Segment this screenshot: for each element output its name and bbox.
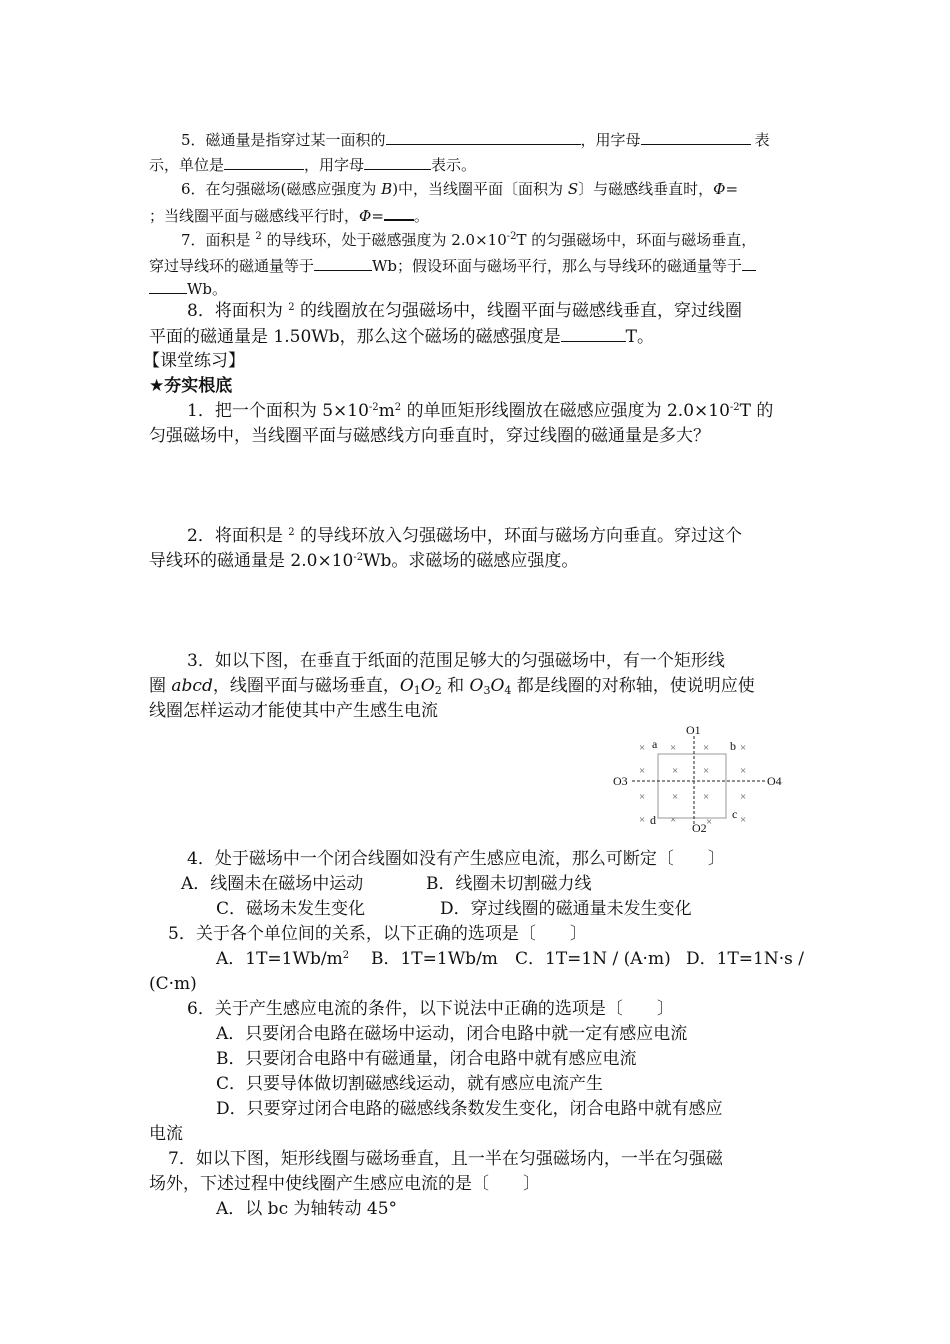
cross: × [639, 765, 646, 777]
p5-option-c[interactable]: C．1T=1N / (A·m) [515, 949, 671, 969]
label-a: a [652, 737, 658, 751]
p7-line2: 场外，下述过程中使线圈产生感应电流的是〔 〕 [149, 1174, 540, 1194]
cross: × [639, 791, 646, 803]
p5-option-d-cont: (C·m) [149, 974, 197, 994]
p3-line3: 线圈怎样运动才能使其中产生感生电流 [149, 701, 438, 721]
p3-line1: 3．如以下图，在垂直于纸面的范围足够大的匀强磁场中，有一个矩形线 [187, 651, 725, 671]
blank[interactable] [149, 276, 187, 294]
p7-line1: 7．如以下图，矩形线圈与磁场垂直，且一半在匀强磁场内，一半在匀强磁 [168, 1149, 723, 1169]
blank[interactable] [742, 253, 756, 271]
q7-line3: Wb。 [149, 276, 227, 301]
q8-line2: 平面的磁通量是 1.50Wb，那么这个磁场的磁感强度是 T。 [149, 324, 654, 349]
coil-rectangle [658, 754, 726, 818]
cross: × [706, 816, 713, 828]
p2-line1: 2．将面积是 $^2$ 的导线环放入匀强磁场中，环面与磁场方向垂直。穿过这个 [187, 526, 743, 546]
cross: × [740, 742, 747, 754]
blank[interactable] [386, 127, 581, 145]
cross: × [670, 814, 677, 826]
p5-option-a[interactable]: A．$1T=1Wb/m^2$ [216, 949, 350, 969]
blank[interactable] [384, 202, 414, 221]
p2-line2: 导线环的磁通量是 $2.0\times 10^{-2}Wb$。求磁场的磁感应强度。 [149, 551, 579, 571]
section-title: 【课堂练习】 [143, 351, 245, 371]
p6-option-d-cont: 电流 [149, 1124, 183, 1144]
p6-option-d[interactable]: D．只要穿过闭合电路的磁感线条数发生变化，闭合电路中就有感应 [216, 1099, 723, 1119]
q7-line2: 穿过导线环的磁通量等于 Wb；假设环面与磁场平行，那么与导线环的磁通量等于 [149, 253, 756, 278]
p4-option-c[interactable]: C．磁场未发生变化 [216, 899, 366, 919]
label-d: d [650, 813, 656, 827]
subsection-title: ★夯实根底 [149, 376, 233, 396]
p7-option-a[interactable]: A．以 bc 为轴转动 45° [216, 1199, 398, 1219]
blank[interactable] [561, 324, 626, 342]
blank[interactable] [224, 152, 304, 170]
cross: × [639, 742, 646, 754]
coil-diagram [608, 722, 808, 842]
p6-option-b[interactable]: B．只要闭合电路中有磁通量，闭合电路中就有感应电流 [216, 1049, 637, 1069]
q8-line1: 8．将面积为 $^2$ 的线圈放在匀强磁场中，线圈平面与磁感线垂直，穿过线圈 [187, 301, 743, 321]
cross: × [740, 814, 747, 826]
label-o4: O4 [767, 774, 782, 788]
label-o3: O3 [613, 774, 628, 788]
blank[interactable] [641, 127, 751, 145]
label-o2: O2 [692, 821, 707, 835]
p6-question: 6．关于产生感应电流的条件，以下说法中正确的选项是〔 〕 [187, 999, 674, 1019]
cross: × [740, 791, 747, 803]
p1-line2: 匀强磁场中，当线圈平面与磁感线方向垂直时，穿过线圈的磁通量是多大？ [149, 426, 710, 446]
cross: × [703, 791, 710, 803]
p4-question: 4．处于磁场中一个闭合线圈如没有产生感应电流，那么可断定〔 〕 [187, 849, 725, 869]
label-o1: O1 [686, 723, 701, 737]
p6-option-a[interactable]: A．只要闭合电路在磁场中运动，闭合电路中就一定有感应电流 [216, 1024, 688, 1044]
p4-option-b[interactable]: B．线圈未切割磁力线 [426, 874, 592, 894]
cross: × [670, 742, 677, 754]
p6-option-c[interactable]: C．只要导体做切割磁感线运动，就有感应电流产生 [216, 1074, 604, 1094]
p3-line2: 圈 abcd，线圈平面与磁场垂直，$O_1O_2$ 和 $O_3O_4$ 都是线圈的对称轴，使说明应使 [149, 676, 755, 697]
q5-line2: 示，单位是 ，用字母 表示。 [149, 152, 476, 177]
cross: × [703, 742, 710, 754]
p4-option-a[interactable]: A．线圈未在磁场中运动 [181, 874, 364, 894]
cross: × [672, 765, 679, 777]
cross: × [740, 765, 747, 777]
cross: × [703, 765, 710, 777]
cross: × [672, 791, 679, 803]
q6-line1: 6．在匀强磁场(磁感应强度为 B)中，当线圈平面〔面积为 S〕与磁感线垂直时，Φ= [181, 180, 739, 198]
p4-option-d[interactable]: D．穿过线圈的磁通量未发生变化 [440, 899, 692, 919]
blank[interactable] [314, 253, 372, 271]
label-c: c [732, 807, 738, 821]
q6-line2: ；当线圈平面与磁感线平行时，Φ= 。 [149, 202, 429, 228]
label-b: b [730, 739, 736, 753]
cross: × [639, 814, 646, 826]
blank[interactable] [364, 152, 431, 170]
p5-option-b[interactable]: B．1T=1Wb/m [371, 949, 498, 969]
p5-question: 5．关于各个单位间的关系，以下正确的选项是〔 〕 [168, 924, 587, 944]
p5-option-d[interactable]: D．1T=1N·s / [686, 949, 804, 969]
q5-line1: 5．磁通量是指穿过某一面积的 ，用字母 表 [181, 127, 770, 152]
q7-line1: 7．面积是 $^2$ 的导线环，处于磁感强度为 $2.0\times 10^{-2}T$ 的匀强磁场中，环面与磁场垂直， [181, 231, 757, 249]
p1-line1: 1．把一个面积为 $5\times 10^{-2}m^2$ 的单匝矩形线圈放在磁感应强度为 $2.0\times 10^{-2}T$ 的 [187, 401, 774, 421]
